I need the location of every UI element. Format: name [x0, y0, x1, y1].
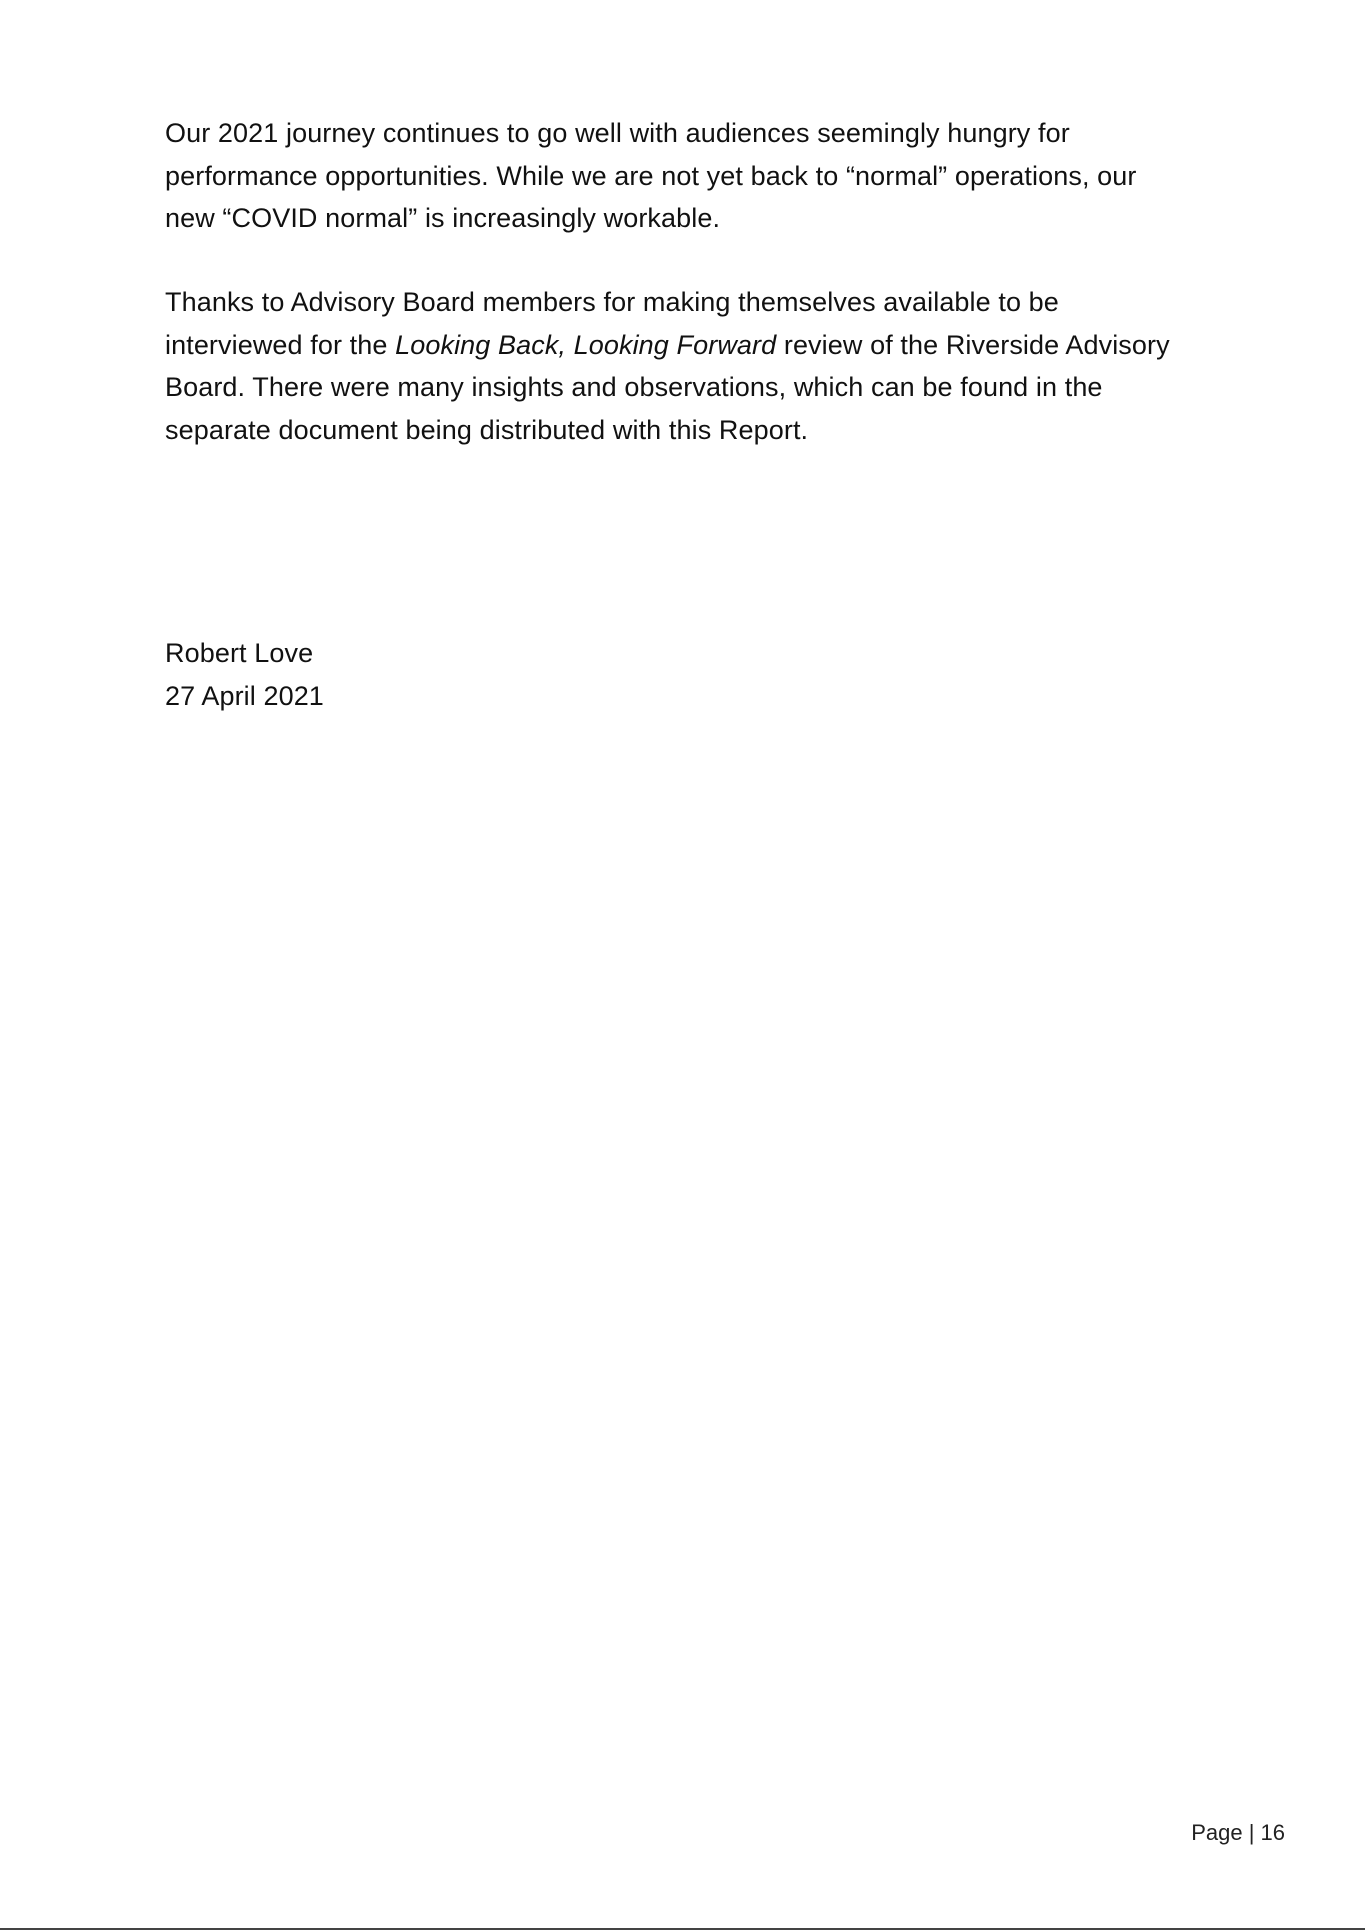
paragraph-line: separate document being distributed with this Report. [165, 414, 809, 445]
review-title-italic: Looking Back, Looking Forward [395, 329, 777, 360]
signature-date: 27 April 2021 [165, 680, 324, 711]
page-number: Page | 16 [1191, 1820, 1285, 1845]
paragraph-covid-normal [165, 112, 1275, 240]
signature-name: Robert Love [165, 638, 314, 668]
paragraph-line [165, 324, 1275, 367]
paragraph-line: Board. There were many insights and observations, which can be found in the [165, 372, 1103, 402]
paragraph-line: Our 2021 journey continues to go well with audiences seemingly hungry for [165, 118, 1070, 148]
paragraph-line: performance opportunities. While we are not yet back to “normal” operations, our [165, 160, 1137, 191]
paragraph-advisory-board [165, 281, 1275, 451]
signature-block [165, 632, 1275, 717]
text-segment: review of the Riverside Advisory [776, 329, 1170, 360]
text-segment: interviewed for the [165, 329, 396, 360]
paragraph-line: new “COVID normal” is increasingly workable. [165, 203, 721, 233]
paragraph-line: Thanks to Advisory Board members for making themselves available to be [165, 287, 1059, 317]
